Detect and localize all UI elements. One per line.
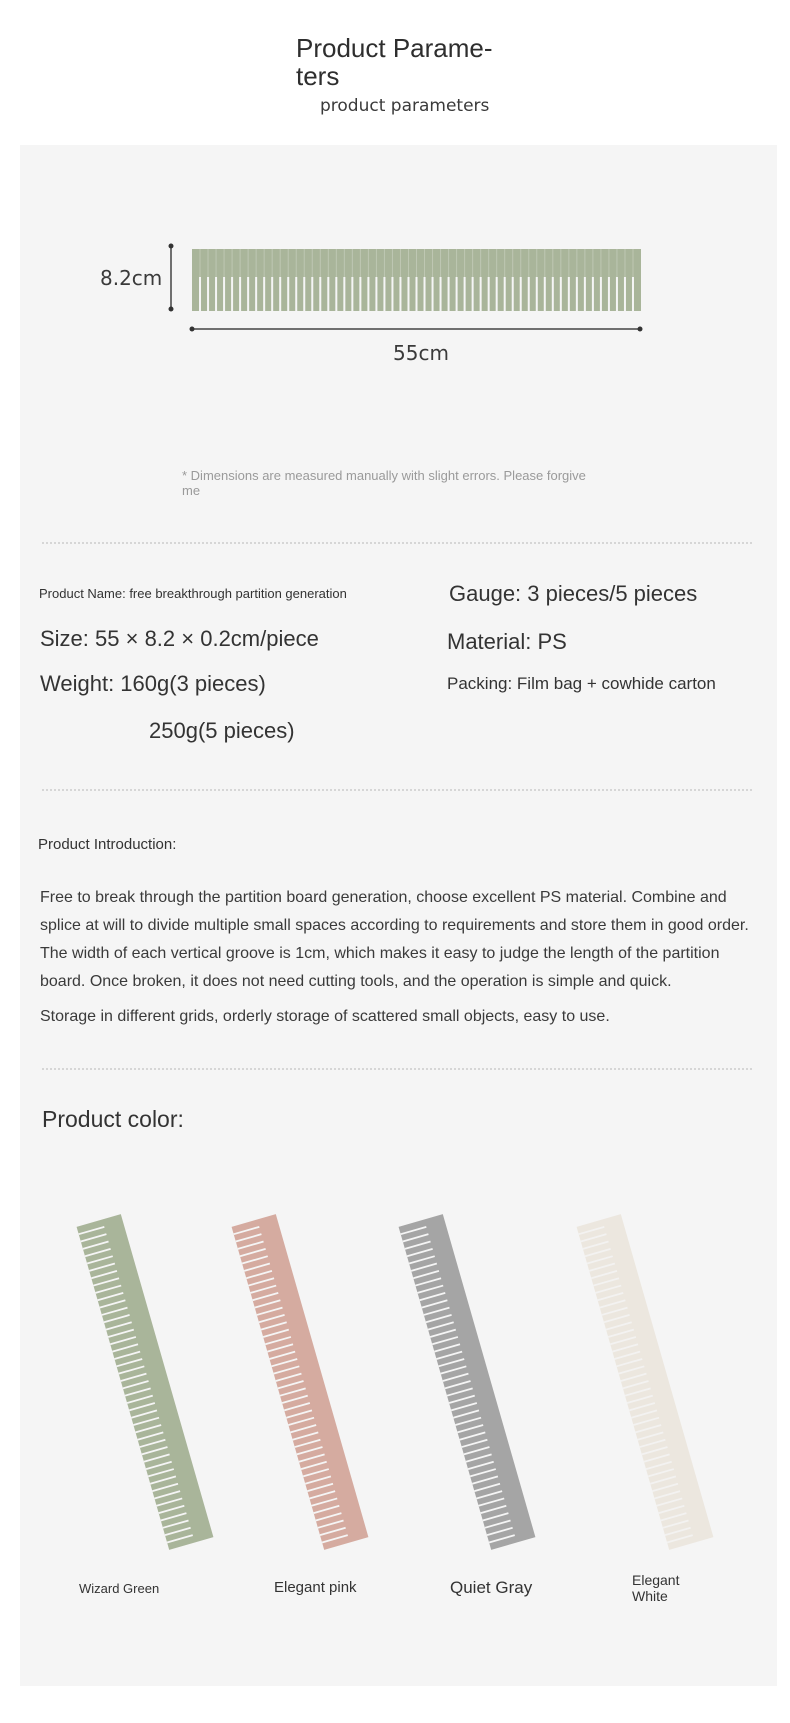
height-dimension-label: 8.2cm [100, 266, 163, 290]
width-line-end-dot [638, 327, 643, 332]
introduction-body: Free to break through the partition board generation, choose excellent PS material. Combine and splice at will to divide multiple small spaces according to requirements and store them in good order. The width of each vertical groove is 1cm, which makes it easy to judge the length of the partition board. Once broken, it does not need cutting tools, and the operation is simple and quick. [40, 889, 749, 990]
partition-board-image [192, 249, 641, 311]
page-subtitle: product parameters [320, 96, 490, 116]
color-name-quiet-gray: Quiet Gray [450, 1578, 533, 1597]
dimension-note: * Dimensions are measured manually with slight errors. Please forgive me [182, 468, 586, 498]
spec-material: Material: PS [447, 629, 567, 654]
spec-gauge: Gauge: 3 pieces/5 pieces [449, 581, 698, 606]
quiet-gray-board-image [399, 1214, 536, 1550]
spec-product-name: Product Name: free breakthrough partition generation [39, 586, 347, 601]
elegant-white-board-image [577, 1214, 714, 1550]
spec-packing: Packing: Film bag + cowhide carton [447, 674, 716, 693]
height-line-start-dot [169, 244, 174, 249]
wizard-green-board-image [77, 1214, 214, 1550]
product-color-title: Product color: [42, 1106, 184, 1132]
color-name-elegant-pink: Elegant pink [274, 1579, 357, 1596]
width-dimension-label: 55cm [393, 341, 449, 365]
spec-weight: Weight: 160g(3 pieces) [40, 671, 266, 696]
spec-weight-5-pieces: 250g(5 pieces) [149, 718, 295, 743]
width-line-start-dot [190, 327, 195, 332]
color-name-wizard-green: Wizard Green [79, 1581, 160, 1596]
spec-size: Size: 55 × 8.2 × 0.2cm/piece [40, 626, 319, 651]
divider [42, 789, 752, 791]
page-title: Product Parame- ters [296, 33, 493, 91]
divider [42, 1068, 752, 1070]
elegant-pink-board-image [232, 1214, 369, 1550]
introduction-body-2: Storage in different grids, orderly storage of scattered small objects, easy to use. [40, 1008, 610, 1025]
divider [42, 542, 752, 544]
height-line-end-dot [169, 307, 174, 312]
color-swatches [0, 1180, 790, 1580]
introduction-label: Product Introduction: [38, 836, 177, 853]
color-name-elegant-white: Elegant White [632, 1572, 680, 1604]
